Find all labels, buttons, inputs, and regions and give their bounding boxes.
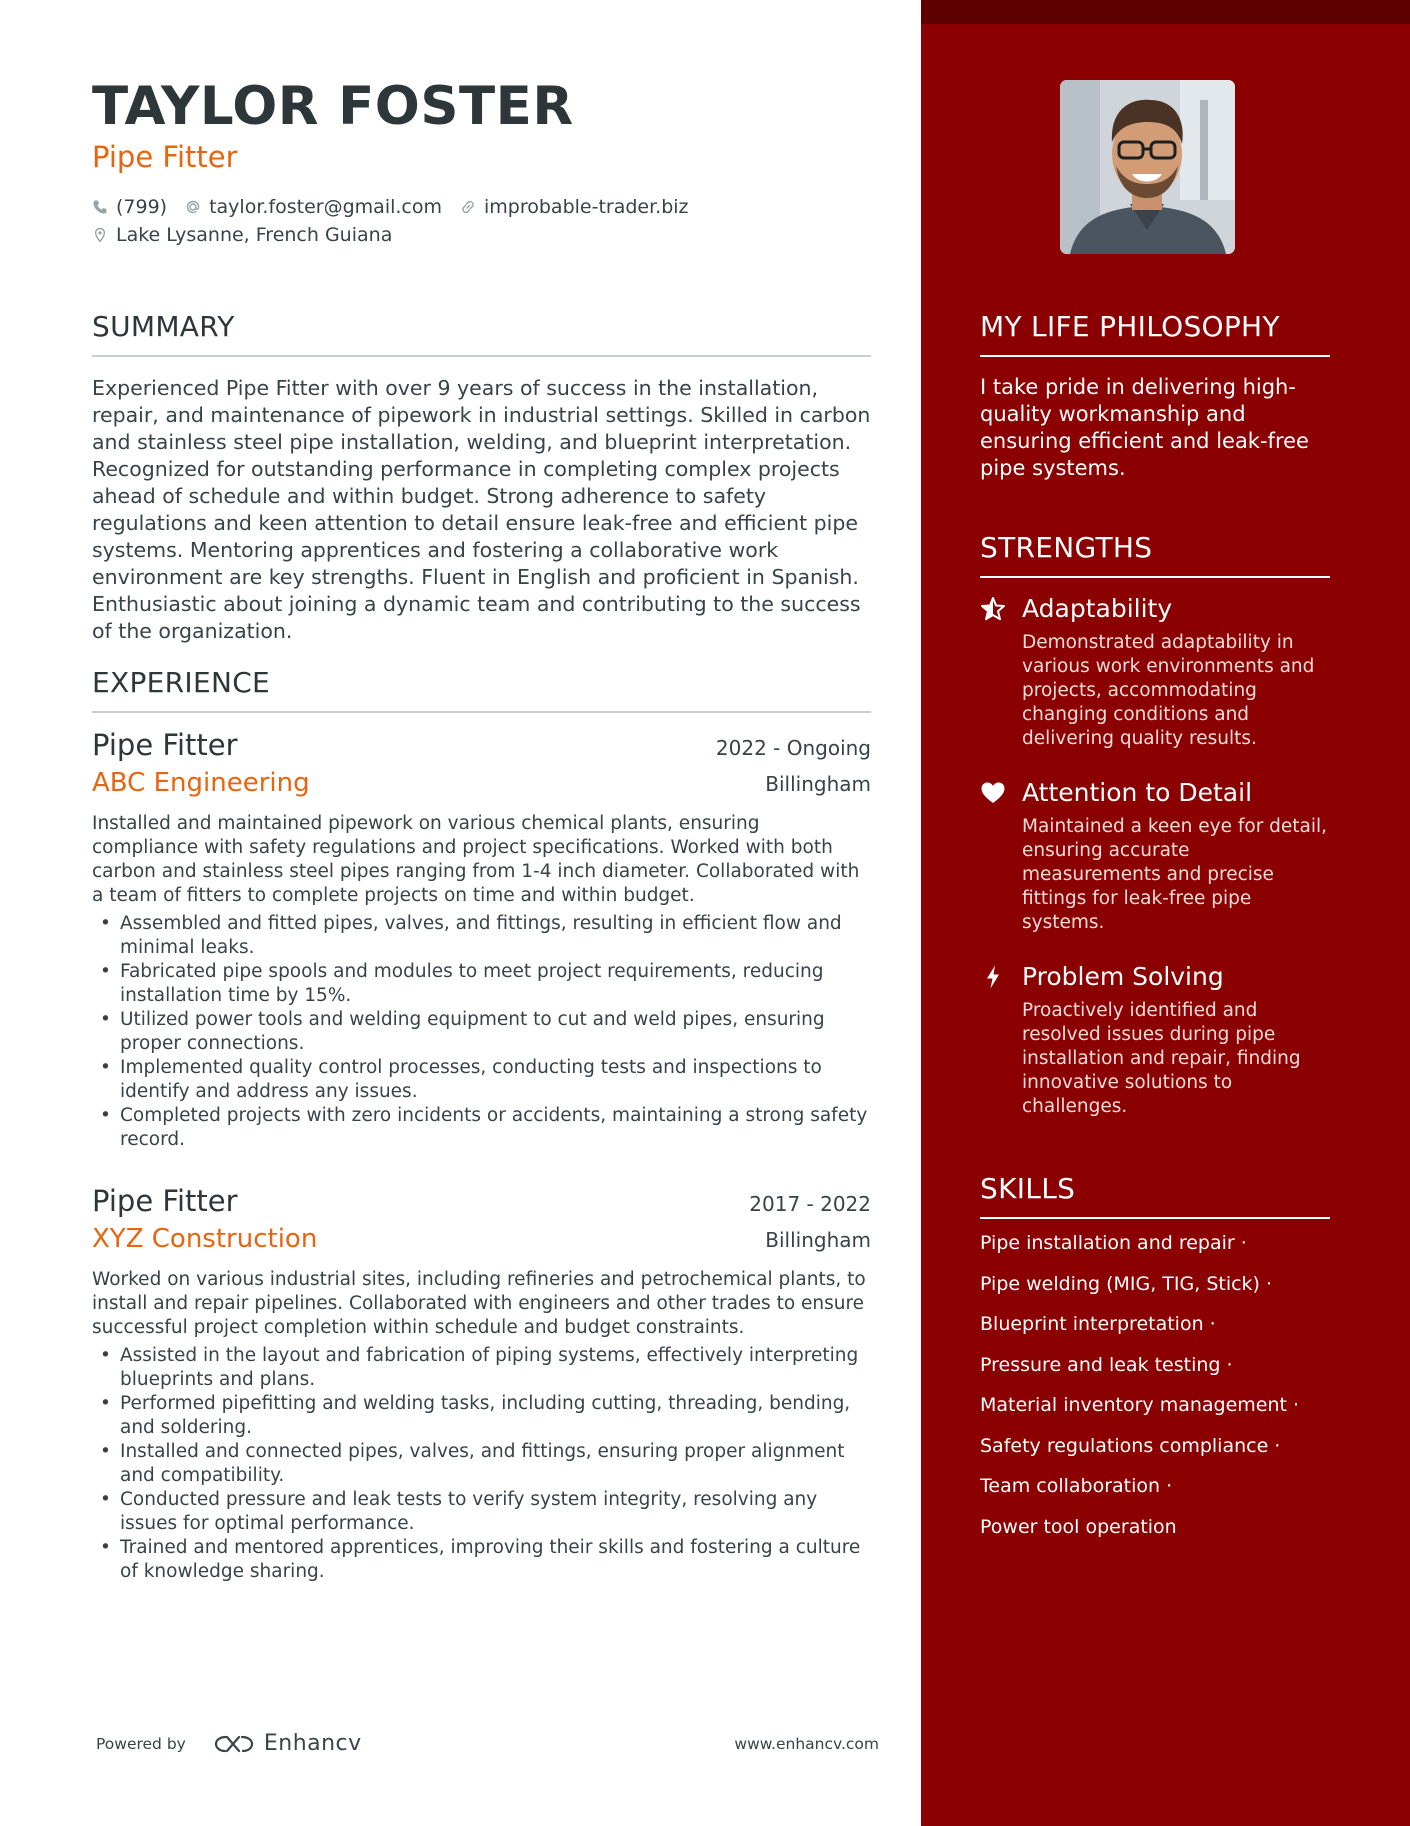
skill-label: Pipe installation and repair (980, 1232, 1235, 1254)
strength-title: Attention to Detail (1022, 778, 1253, 807)
skill-item (980, 1273, 1330, 1314)
job-description: Worked on various industrial sites, including refineries and petrochemical plants, to install and repair pipelines. Collaborated with engineers and other trades to ensure successful project completion within schedule and budget constraints. (92, 1269, 866, 1338)
footer (96, 1731, 879, 1756)
profile-photo (1060, 80, 1235, 254)
job-bullet: • Performed pipefitting and welding tasks, including cutting, threading, bending, and soldering. (92, 1392, 871, 1440)
job-bullet: • Assisted in the layout and fabrication of piping systems, effectively interpreting blueprints and plans. (92, 1344, 871, 1392)
job-company: XYZ Construction (92, 1224, 318, 1254)
skill-separator: · (1166, 1475, 1173, 1497)
at-icon (185, 199, 201, 215)
summary-heading: SUMMARY (92, 310, 871, 357)
heart-icon (980, 780, 1006, 806)
skills-heading: SKILLS (980, 1172, 1330, 1219)
job-location: Billingham (765, 1228, 871, 1252)
strength-title: Problem Solving (1022, 962, 1224, 991)
skill-item (980, 1354, 1330, 1395)
skill-separator: · (1209, 1313, 1216, 1335)
location-text: Lake Lysanne, French Guiana (116, 224, 393, 246)
strength-title: Adaptability (1022, 594, 1173, 623)
skill-separator: · (1226, 1353, 1233, 1376)
strengths-heading: STRENGTHS (980, 531, 1330, 578)
skill-separator: · (1265, 1272, 1273, 1295)
enhancv-brand: Enhancv (263, 1731, 362, 1756)
job-bullet: • Conducted pressure and leak tests to verify system integrity, resolving any issues for optimal performance. (92, 1488, 871, 1536)
job-bullet: • Completed projects with zero incidents or accidents, maintaining a strong safety record. (92, 1104, 871, 1152)
strength-description: Maintained a keen eye for detail, ensuring accurate measurements and precise fittings for leak-free pipe systems. (1022, 816, 1328, 933)
skills-list (980, 1232, 1330, 1556)
phone-contact[interactable] (92, 196, 167, 218)
skill-item (980, 1232, 1330, 1273)
sidebar-top-bar (921, 0, 1410, 24)
email-contact[interactable] (185, 196, 442, 218)
contact-info (92, 193, 707, 249)
candidate-title: Pipe Fitter (92, 140, 238, 174)
lightning-icon (980, 964, 1006, 990)
job-title: Pipe Fitter (92, 1184, 238, 1218)
skill-item (980, 1516, 1330, 1557)
strength-item (980, 594, 1330, 751)
skill-item (980, 1394, 1330, 1435)
skill-item (980, 1475, 1330, 1516)
skill-item (980, 1435, 1330, 1476)
job-company: ABC Engineering (92, 768, 310, 798)
strength-item (980, 778, 1330, 935)
skill-label: Blueprint interpretation (980, 1313, 1204, 1335)
skill-item (980, 1313, 1330, 1354)
job-bullet: • Implemented quality control processes, conducting tests and inspections to identify and address any issues. (92, 1056, 871, 1104)
link-icon (460, 199, 476, 215)
experience-heading: EXPERIENCE (92, 666, 871, 713)
skill-label: Team collaboration (980, 1475, 1161, 1497)
website-contact[interactable] (460, 196, 689, 218)
job-description: Installed and maintained pipework on various chemical plants, ensuring compliance with safety regulations and project specifications. Worked with both carbon and stainless steel pipes ranging from 1-4 inch diameter. Collaborated with a team of fitters to complete projects on time and within budget. (92, 813, 860, 906)
star-half-icon (980, 596, 1006, 622)
skill-separator: · (1274, 1434, 1281, 1457)
enhancv-logo-icon (212, 1732, 256, 1756)
job-entry (92, 728, 871, 1152)
job-bullet-list (92, 1344, 871, 1584)
skill-label: Power tool operation (980, 1515, 1177, 1538)
candidate-name: TAYLOR FOSTER (92, 76, 574, 137)
location-pin-icon (92, 227, 108, 243)
job-bullet: • Fabricated pipe spools and modules to meet project requirements, reducing installation time by 15%. (92, 960, 871, 1008)
job-bullet: • Installed and connected pipes, valves, and fittings, ensuring proper alignment and compatibility. (92, 1440, 871, 1488)
summary-text: Experienced Pipe Fitter with over 9 years of success in the installation, repair, and maintenance of pipework in industrial settings. Skilled in carbon and stainless steel pipe installation, welding, and blueprint interpretation. Recognized for outstanding performance in completing complex projects ahead of schedule and within budget. Strong adherence to safety regulations and keen attention to detail ensure leak-free and efficient pipe systems. Mentoring apprentices and fostering a collaborative work environment are key strengths. Fluent in English and proficient in Spanish. Enthusiastic about joining a dynamic team and contributing to the success of the organization. (92, 376, 871, 643)
philosophy-heading: MY LIFE PHILOSOPHY (980, 310, 1330, 357)
powered-by-label: Powered by (96, 1734, 186, 1753)
phone-text: (799) (116, 196, 168, 218)
job-bullet: • Utilized power tools and welding equipment to cut and weld pipes, ensuring proper connections. (92, 1008, 871, 1056)
skill-separator: · (1240, 1232, 1247, 1254)
profile-photo-image (1060, 80, 1235, 254)
skill-label: Pressure and leak testing (980, 1353, 1221, 1376)
email-text: taylor.foster@gmail.com (209, 196, 442, 218)
job-bullet-list (92, 912, 871, 1152)
phone-icon (92, 199, 108, 215)
job-dates: 2017 - 2022 (749, 1192, 871, 1216)
website-text: improbable-trader.biz (484, 196, 689, 218)
powered-by (96, 1731, 362, 1756)
strength-description: Proactively identified and resolved issues during pipe installation and repair, finding innovative solutions to challenges. (1022, 1000, 1301, 1117)
skill-label: Pipe welding (MIG, TIG, Stick) (980, 1272, 1260, 1295)
job-location: Billingham (765, 772, 871, 796)
sidebar (921, 0, 1410, 1826)
strength-description: Demonstrated adaptability in various work environments and projects, accommodating changing conditions and delivering quality results. (1022, 632, 1315, 749)
skill-separator: · (1292, 1394, 1300, 1416)
job-bullet: • Trained and mentored apprentices, improving their skills and fostering a culture of knowledge sharing. (92, 1536, 871, 1584)
job-title: Pipe Fitter (92, 728, 238, 762)
footer-url[interactable]: www.enhancv.com (734, 1734, 879, 1753)
philosophy-text: I take pride in delivering high-quality workmanship and ensuring efficient and leak-free pipe systems. (980, 375, 1309, 480)
skill-label: Material inventory management (980, 1394, 1287, 1416)
location-contact (92, 224, 392, 246)
job-dates: 2022 - Ongoing (715, 736, 871, 760)
job-bullet: • Assembled and fitted pipes, valves, and fittings, resulting in efficient flow and minimal leaks. (92, 912, 871, 960)
enhancv-logo[interactable] (212, 1731, 362, 1756)
skill-label: Safety regulations compliance (980, 1434, 1269, 1457)
strength-item (980, 962, 1330, 1119)
job-entry (92, 1184, 871, 1584)
